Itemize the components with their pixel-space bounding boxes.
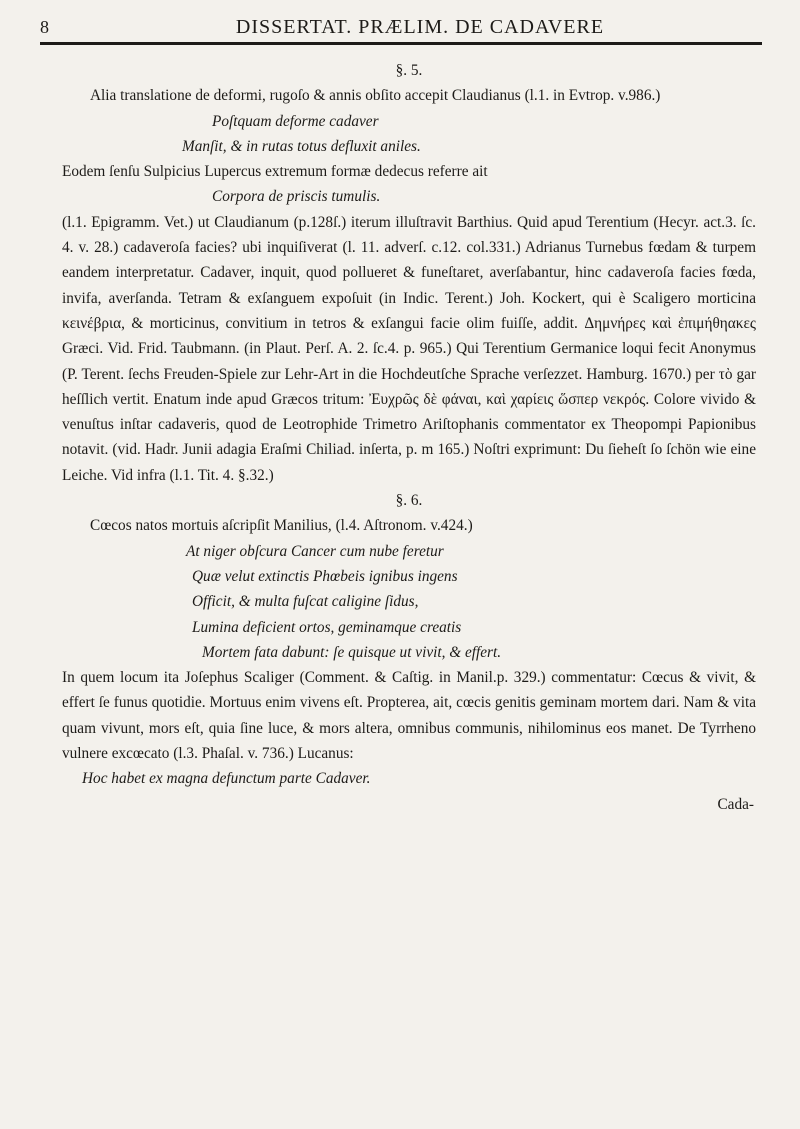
verse-line: Hoc habet ex magna defunctum parte Cadaver. xyxy=(82,770,371,788)
paragraph: (l.1. Epigramm. Vet.) ut Claudianum (p.128ſ.) iterum illuſtravit Barthius. Quid apud Terentium (Hecyr. act.3. ſc. 4. v. 28.) cadaveroſa facies? ubi inquiſiverat (l. 11. adverſ. c.12. col.331.) Adrianus Turnebus fœdam & turpem eandem interpretatur. Cadaver, inquit, quod pollueret & funeſtaret, averſabantur, hinc cadaveroſa facies fœda, invifa, averſanda. Tetram & exſanguem expoſuit (in Indic. Terent.) Joh. Kockert, qui è Scaligero morticina κεινέβρια, & morticinus, convitium in tetros & exſangui facie olim fuiſſe, addit. Δημνήρες καὶ ἐπιμήθηακες Græci. Vid. Frid. Taubmann. (in Plaut. Perſ. A. 2. ſc.4. p. 965.) Qui Terentium Germanice loqui fecit Anonymus (P. Terent. ſechs Freuden-Spiele zur Lehr-Art in die Hochdeutſche Sprache verſezzet. Hamburg. 1670.) per τὸ gar heſſlich vertit. Enatum inde apud Græcos tritum: Ἐυχρῶς δὲ φάναι, καὶ χαρίεις ὥσπερ νεκρός. Colore vivido & venuſtus inſtar cadaveris, quod de Leotrophide Trimetro Ariſtophanis commentator ex Theopompi Papionibus notavit. (vid. Hadr. Junii adagia Eraſmi Chiliad. inſerta, p. m 165.) Noſtri exprimunt: Du ſieheſt ſo ſchön wie eine Leiche. Vid infra (l.1. Tit. 4. §.32.) xyxy=(62,213,756,484)
paragraph: In quem locum ita Joſephus Scaliger (Comment. & Caſtig. in Manil.p. 329.) commentatur: Cœcus & vivit, & effert ſe funus quotidie. Mortuus enim vivens eſt. Propterea, ait, cœcis genitis geminam mortem dari. Nam & vita quam vivunt, mors eſt, quia ſine luce, & mors altera, omnibus communis, nihilominus eos manet. De Tyrrheno vulnere excœcato (l.3. Phaſal. v. 736.) Lucanus: xyxy=(62,669,756,763)
section-heading: §. 6. xyxy=(395,492,423,510)
verse-line: At niger obſcura Cancer cum nube feretur xyxy=(186,542,444,560)
paragraph: Eodem ſenſu Sulpicius Lupercus extremum formæ dedecus referre ait xyxy=(62,163,488,181)
verse-line: Poſtquam deforme cadaver xyxy=(212,112,379,130)
verse-line: Officit, & multa fuſcat caligine ſidus, xyxy=(192,593,419,611)
verse-line: Mortem fata dabunt: ſe quisque ut vivit, & effert. xyxy=(202,643,502,661)
body-text xyxy=(62,58,756,817)
paragraph: Cœcos natos mortuis aſcripſit Manilius, (l.4. Aſtronom. v.424.) xyxy=(90,517,473,535)
verse-line: Manſit, & in rutas totus defluxit aniles. xyxy=(182,137,421,155)
paragraph: Alia translatione de deformi, rugoſo & annis obſito accepit Claudianus (l.1. in Evtrop. v.986.) xyxy=(90,87,661,105)
page-number: 8 xyxy=(40,17,49,37)
header-rule xyxy=(40,42,762,45)
section-heading: §. 5. xyxy=(395,62,423,79)
running-head: DISSERTAT. PRÆLIM. DE CADAVERE xyxy=(235,16,605,38)
verse-line: Lumina deficient ortos, geminamque creatis xyxy=(192,618,462,636)
verse-line: Quæ velut extinctis Phœbeis ignibus ingens xyxy=(192,567,458,585)
verse-line: Corpora de priscis tumulis. xyxy=(212,188,381,206)
catchword: Cada- xyxy=(717,795,754,813)
